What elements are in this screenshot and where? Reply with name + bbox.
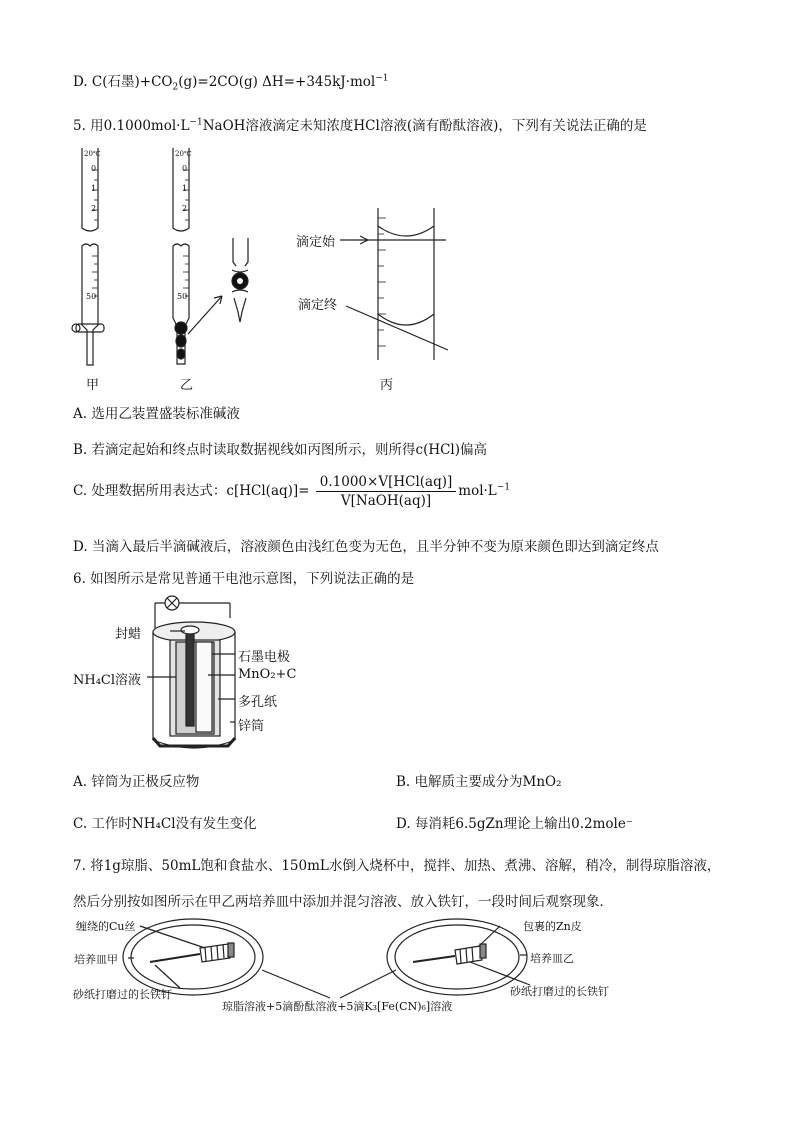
q6-option-d: D. 每消耗6.5gZn理论上输出0.2mole⁻ (396, 816, 633, 832)
q7-stem-line2: 然后分别按如图所示在甲乙两培养皿中添加并混匀溶液、放入铁钉，一段时间后观察现象． (73, 894, 613, 910)
label-dish-jia: 培养皿甲 (74, 953, 118, 966)
q6-option-b: B. 电解质主要成分为MnO₂ (396, 774, 562, 790)
q4-option-d: D. C(石墨)$+CO_2(g)=2CO(g)$ ΔH=+345kJ·mol$^{-1}$ (73, 73, 389, 93)
tube-mark-2-jia: 2 (91, 204, 97, 213)
tube-mark-1-jia: 1 (91, 184, 97, 193)
q5-option-a: A. 选用乙装置盛装标准碱液 (73, 406, 240, 422)
fig-label-yi: 乙 (180, 378, 194, 393)
label-mno2: MnO₂+C (238, 667, 297, 682)
q5-option-b: B. 若滴定起始和终点时读取数据视线如丙图所示，则所得c(HCl)偏高 (73, 442, 488, 458)
q5-option-d: D. 当滴入最后半滴碱液后，溶液颜色由浅红色变为无色，且半分钟不变为原来颜色即达到滴定终点 (73, 539, 659, 555)
fig-label-bing: 丙 (380, 378, 394, 393)
label-wax: 封蜡 (115, 627, 142, 642)
label-zinc: 锌筒 (238, 719, 265, 734)
dish-jia-outer (123, 919, 263, 995)
q6-option-a: A. 锌筒为正极反应物 (73, 774, 200, 790)
nail-jia (150, 954, 200, 962)
label-nail-left: 砂纸打磨过的长铁钉 (73, 988, 172, 1001)
cu-coil (200, 944, 230, 962)
label-nail-right: 砂纸打磨过的长铁钉 (510, 985, 609, 998)
tube-50-yi: 50 (177, 292, 188, 301)
label-nh4cl: NH₄Cl溶液 (73, 673, 142, 688)
zn-wrap (455, 946, 482, 964)
label-paper: 多孔纸 (238, 695, 278, 710)
label-cu-wire: 缠绕的Cu丝 (76, 920, 136, 933)
tube-mark-0-yi: 0 (182, 164, 188, 173)
tube-mark-0-jia: 0 (91, 164, 97, 173)
tube-temp-jia: 20℃ (84, 150, 101, 158)
label-graphite: 石墨电极 (238, 650, 291, 665)
tube-50-jia: 50 (86, 292, 97, 301)
tube-temp-yi: 20℃ (175, 150, 192, 158)
label-solution: 琼脂溶液+5滴酚酞溶液+5滴K₃[Fe(CN)₆]溶液 (222, 1000, 453, 1013)
label-dish-yi: 培养皿乙 (530, 952, 574, 965)
fig-label-jia: 甲 (86, 378, 100, 393)
label-start: 滴定始 (296, 235, 336, 250)
q6-option-c: C. 工作时NH₄Cl没有发生变化 (73, 816, 257, 832)
q5-option-c: C. 处理数据所用表达式：c[HCl(aq)]= $\frac{\text{0.1000×V[HCl(aq)]}}{\text{V[NaOH(aq)]}}$ $mol\cdot L^{-1}$ (73, 474, 511, 509)
q6-stem: 6. 如图所示是常见普通干电池示意图，下列说法正确的是 (73, 571, 415, 587)
tube-mark-1-yi: 1 (182, 184, 188, 193)
q7-stem-line1: 7. 将1g琼脂、50mL饱和食盐水、150mL水倒入烧杯中，搅拌、加热、煮沸、溶解，稍冷，制得琼脂溶液， (73, 858, 721, 874)
tube-mark-2-yi: 2 (182, 204, 188, 213)
formula-fraction: $\frac{\text{0.1000×V[HCl(aq)]}}{\text{V[NaOH(aq)]}}$ (316, 474, 456, 509)
label-zn-skin: 包裹的Zn皮 (523, 920, 582, 933)
q5-stem: 5. 用$0.1000mol\cdot L^{-1}NaOH$溶液滴定未知浓度HCl溶液(滴有酚酞溶液)，下列有关说法正确的是 (73, 117, 647, 134)
dish-jia-inner (131, 925, 255, 989)
nail-yi (413, 956, 455, 962)
label-end: 滴定终 (298, 298, 338, 313)
